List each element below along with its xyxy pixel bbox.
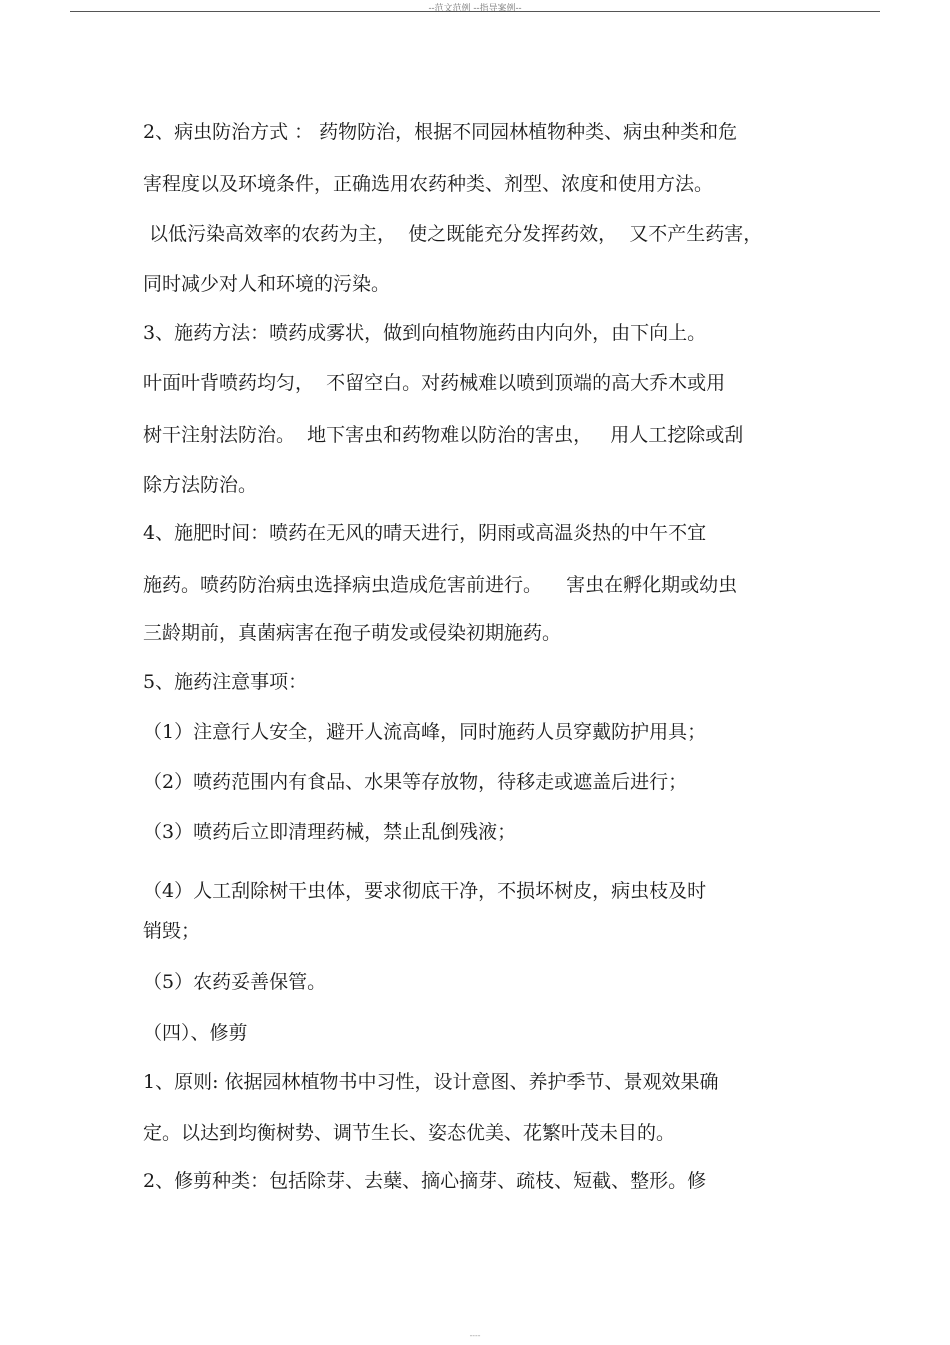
text-line: 叶面叶背喷药均匀， 不留空白。对药械难以喷到顶端的高大乔木或用 <box>143 372 726 394</box>
text-line: （2）喷药范围内有食品、水果等存放物，待移走或遮盖后进行； <box>143 771 688 793</box>
text-line: 2、病虫防治方式 ： 药物防治，根据不同园林植物种类、病虫种类和危 <box>143 121 738 143</box>
text-line: （3）喷药后立即清理药械，禁止乱倒残液； <box>143 821 517 843</box>
text-line: 1、原则: 依据园林植物书中习性，设计意图、养护季节、景观效果确 <box>143 1071 719 1093</box>
text-line: 4、施肥时间：喷药在无风的晴天进行，阴雨或高温炎热的中午不宜 <box>143 522 707 544</box>
text-line: （5）农药妥善保管。 <box>143 971 327 993</box>
text-line: （4）人工刮除树干虫体，要求彻底干净，不损坏树皮，病虫枝及时 <box>143 880 707 902</box>
text-line: 以低污染高效率的农药为主， 使之既能充分发挥药效， 又不产生药害， <box>143 223 763 245</box>
text-line: 5、施药注意事项： <box>143 671 308 693</box>
text-line: 销毁； <box>143 920 201 942</box>
text-line: 三龄期前，真菌病害在孢子萌发或侵染初期施药。 <box>143 622 562 644</box>
section-heading: （四）、修剪 <box>143 1022 248 1044</box>
page-footer: ---- <box>469 1331 481 1340</box>
text-line: 害程度以及环境条件，正确选用农药种类、剂型、浓度和使用方法。 <box>143 173 714 195</box>
text-line: 树干注射法防治。 地下害虫和药物难以防治的害虫， 用人工挖除或刮 <box>143 424 744 446</box>
text-line: （1）注意行人安全，避开人流高峰，同时施药人员穿戴防护用具； <box>143 721 707 743</box>
text-line: 除方法防治。 <box>143 474 258 496</box>
text-line: 3、施药方法：喷药成雾状，做到向植物施药由内向外，由下向上。 <box>143 322 707 344</box>
text-line: 施药。喷药防治病虫选择病虫造成危害前进行。 害虫在孵化期或幼虫 <box>143 574 738 596</box>
header-rule <box>70 11 880 12</box>
text-line: 定。以达到均衡树势、调节生长、姿态优美、花繁叶茂未目的。 <box>143 1122 676 1144</box>
page-header <box>0 0 950 14</box>
text-line: 2、修剪种类：包括除芽、去蘖、摘心摘芽、疏枝、短截、整形。修 <box>143 1170 707 1192</box>
text-line: 同时减少对人和环境的污染。 <box>143 273 391 295</box>
header-text: --范文范例 --指导案例-- <box>428 4 522 14</box>
